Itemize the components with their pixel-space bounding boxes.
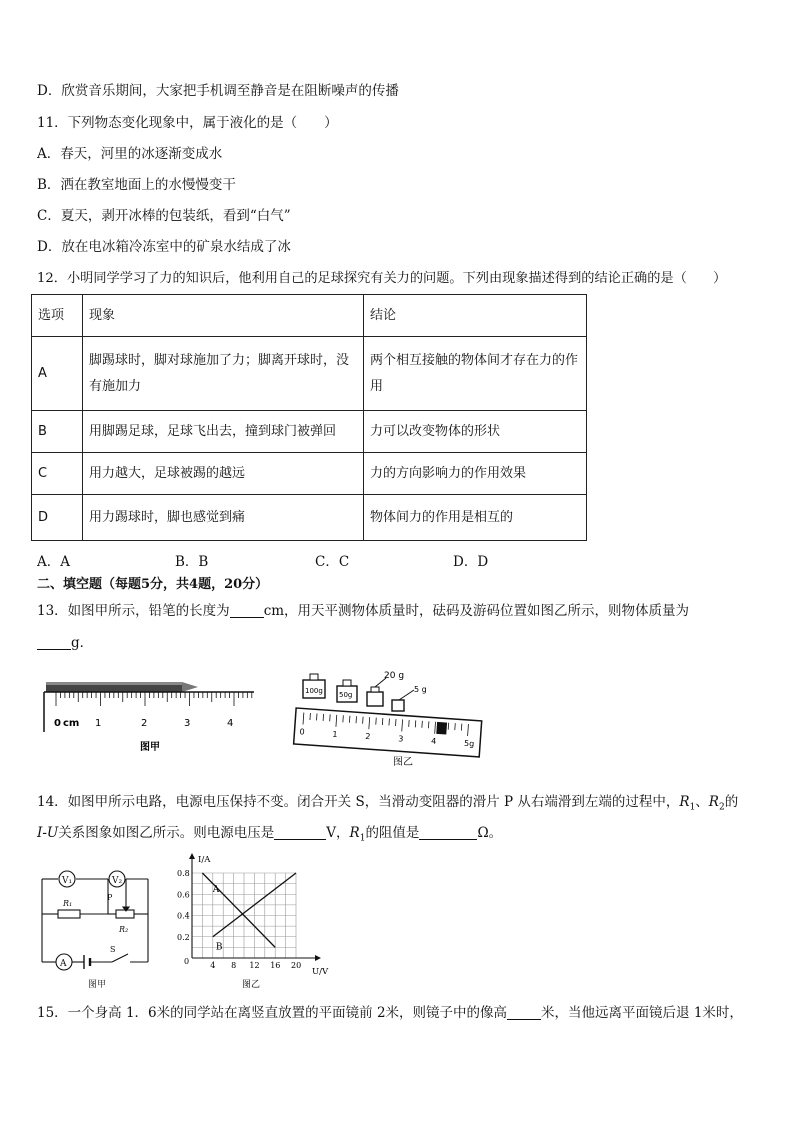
answer-blank[interactable] (419, 825, 477, 840)
answer-blank[interactable] (230, 603, 264, 618)
q14-text: 的阻值是 (365, 825, 420, 841)
q11-stem: 11．下列物态变化现象中，属于液化的是（ ） (37, 115, 338, 131)
q11-option-a: A．春天，河里的冰逐渐变成水 (37, 146, 223, 162)
figure-14 (36, 850, 346, 992)
symbol-iu: I-U (37, 825, 59, 841)
weight-label: 100g (305, 687, 323, 695)
table-row (32, 453, 587, 495)
beam-tick-label: 4 (430, 736, 437, 746)
table-header: 现象 (83, 295, 364, 337)
x-tick-label: 16 (270, 961, 281, 970)
y-tick-label: 0.8 (177, 869, 190, 878)
origin-label: 0 (184, 957, 190, 966)
q11-option-d: D．放在电冰箱冷冻室中的矿泉水结成了冰 (37, 239, 291, 255)
subscript: 2 (718, 802, 725, 813)
rheostat-r2 (116, 910, 134, 918)
balance-figure (294, 671, 482, 768)
q12-option-d: D．D (453, 554, 489, 570)
beam-tick-label: 3 (397, 734, 404, 744)
figure-caption: 图甲 (88, 980, 107, 990)
ruler-tick-label: 3 (184, 718, 191, 729)
q11-option-c: C．夏天，剥开冰棒的包装纸，看到“白气” (37, 208, 291, 224)
q13-text: g． (71, 635, 94, 651)
q12-option-b: B．B (175, 554, 209, 570)
resistor-r1 (58, 910, 80, 918)
table-row (32, 495, 587, 541)
table-cell: 脚踢球时，脚对球施加了力；脚离开球时，没有施加力 (83, 337, 364, 411)
weight-100g (303, 674, 325, 698)
q15-text: 15．一个身高 1．6米的同学站在离竖直放置的平面镜前 2米，则镜子中的像高 (37, 1005, 508, 1021)
circuit-diagram (42, 871, 148, 990)
q14-text: 、 (695, 794, 709, 810)
component-label: R₁ (63, 899, 73, 908)
iu-graph (177, 853, 329, 990)
table-cell: A (32, 337, 83, 411)
y-tick-label: 0.6 (177, 890, 190, 900)
y-tick-label: 0.4 (177, 911, 190, 921)
table-cell: 用力踢球时，脚也感觉到痛 (83, 495, 364, 541)
table-cell: C (32, 453, 83, 495)
x-tick-label: 8 (231, 961, 237, 970)
q12-stem: 12．小明同学学习了力的知识后，他利用自己的足球探究有关力的问题。下列由现象描述得到的结论正确的是（ ） (37, 271, 727, 286)
scale-rider (436, 722, 447, 735)
q14-text: 关系图象如图乙所示。则电源电压是 (58, 825, 275, 841)
pencil-highlight (46, 682, 182, 685)
ruler-zero: 0 (54, 718, 61, 729)
weight-5g (392, 685, 427, 711)
beam-tick-label: 1 (332, 729, 338, 739)
meter-label: V₁ (62, 876, 73, 886)
figure-caption: 图乙 (393, 757, 413, 768)
ruler-tick-label: 1 (95, 718, 102, 729)
weight-label: 50g (339, 691, 353, 699)
symbol-r1: R (349, 825, 360, 841)
q13-text: 13．如图甲所示，铅笔的长度为 (37, 603, 230, 619)
q15-stem (37, 1004, 743, 1022)
voltmeter-v1 (59, 871, 75, 887)
series-label-b: B (215, 942, 223, 953)
subscript: 1 (359, 833, 366, 844)
series-label-a: A (212, 885, 220, 896)
table-cell: 用力越大，足球被踢的越远 (83, 453, 364, 495)
x-axis-label: U/V (312, 967, 329, 977)
table-cell: 两个相互接触的物体间才存在力的作用 (364, 337, 587, 411)
table-row (32, 411, 587, 453)
x-tick-label: 12 (249, 961, 260, 970)
subscript: 1 (689, 802, 696, 813)
answer-blank[interactable] (274, 825, 326, 840)
ruler-unit: cm (63, 718, 80, 729)
beam-scale (294, 708, 482, 757)
q13-text: cm，用天平测物体质量时，砝码及游码位置如图乙所示，则物体质量为 (263, 603, 690, 619)
x-tick-label: 20 (291, 961, 302, 970)
table-cell: B (32, 411, 83, 453)
component-label: P (107, 893, 113, 902)
q14-text: Ω。 (477, 825, 503, 841)
q14-stem-cont (37, 824, 502, 848)
y-axis-arrow (189, 853, 195, 859)
component-label: R₂ (119, 925, 129, 934)
x-axis-arrow (315, 955, 321, 961)
y-tick-label: 0.2 (177, 932, 190, 942)
q12-option-a: A．A (37, 554, 70, 570)
table-header: 结论 (364, 295, 587, 337)
q10-option-d: D．欣赏音乐期间，大家把手机调至静音是在阻断噪声的传播 (37, 83, 399, 99)
q12-option-c: C．C (315, 554, 350, 570)
section-heading: 二、填空题（每题5分，共4题，20分） (37, 577, 269, 592)
ruler-figure (44, 682, 254, 753)
q13-stem (37, 602, 689, 620)
weight-label: 5 g (414, 685, 427, 694)
q12-table (31, 294, 587, 541)
q14-text: V， (326, 825, 350, 841)
y-axis-label: I/A (198, 855, 211, 865)
ammeter (56, 954, 72, 970)
table-header: 选项 (32, 295, 83, 337)
q13-stem-cont (37, 634, 93, 652)
pencil-tip (182, 682, 198, 692)
voltmeter-v2 (109, 871, 125, 887)
answer-blank[interactable] (507, 1005, 541, 1020)
table-cell: D (32, 495, 83, 541)
beam-tick-label: 0 (299, 727, 305, 737)
q14-text: 14．如图甲所示电路，电源电压保持不变。闭合开关 S，当滑动变阻器的滑片 P 从右端滑到左端的过程中， (37, 794, 680, 810)
ruler-tick-label: 2 (141, 718, 148, 729)
q14-text: 的 (724, 794, 739, 810)
switch-s (112, 954, 128, 962)
ruler-tick-label: 4 (227, 718, 234, 729)
q15-text: 米，当他远离平面镜后退 1米时， (541, 1005, 743, 1021)
table-row (32, 337, 587, 411)
beam-tick-label: 2 (365, 731, 371, 742)
weight-50g (337, 680, 357, 702)
table-cell: 物体间力的作用是相互的 (364, 495, 587, 541)
figure-caption: 图甲 (140, 742, 160, 753)
figure-13 (40, 668, 495, 768)
table-cell: 力的方向影响力的作用效果 (364, 453, 587, 495)
component-label: S (110, 945, 116, 954)
x-tick-label: 4 (210, 961, 216, 970)
q11-option-b: B．洒在教室地面上的水慢慢变干 (37, 177, 236, 193)
meter-label: V₂ (112, 876, 123, 886)
meter-label: A (60, 959, 67, 969)
q14-stem (37, 793, 738, 817)
table-cell: 用脚踢足球，足球飞出去，撞到球门被弹回 (83, 411, 364, 453)
weight-label: 20 g (384, 671, 405, 681)
figure-caption: 图乙 (242, 980, 261, 990)
symbol-r1: R (679, 794, 690, 810)
symbol-r2: R (708, 794, 719, 810)
table-cell: 力可以改变物体的形状 (364, 411, 587, 453)
answer-blank[interactable] (37, 635, 71, 650)
beam-tick-label: 5g (463, 738, 475, 749)
ruler-ticks (56, 692, 252, 706)
